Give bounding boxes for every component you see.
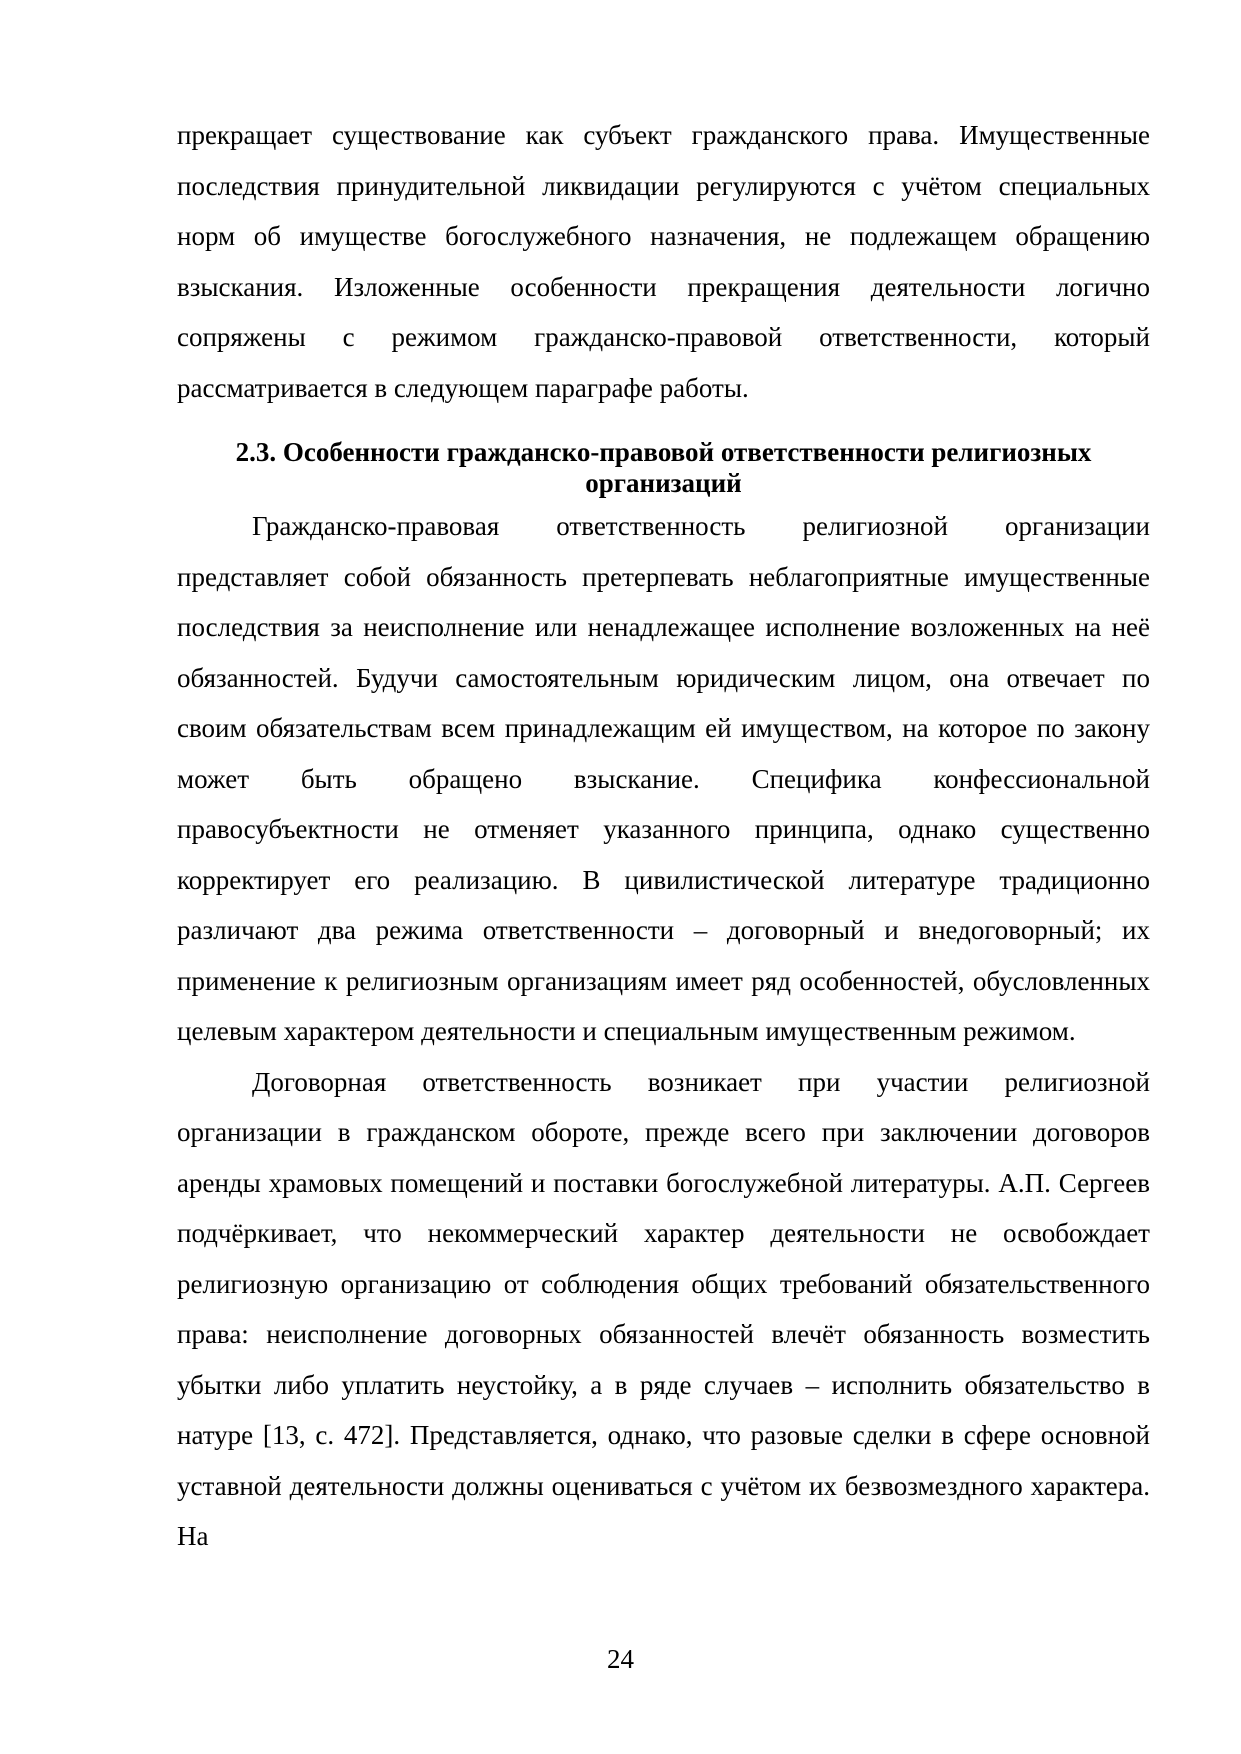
- page-number: 24: [607, 1644, 634, 1674]
- paragraph-contractual-responsibility: Договорная ответственность возникает при участии религиозной организации в гражданском обороте, прежде всего при заключении договоров аренды храмовых помещений и поставки богослужебной литературы. А.П. Сергеев подчёркивает, что некоммерческий характер деятельности не освобождает религиозную организацию от соблюдения общих требований обязательственного права: неисполнение договорных обязанностей влечёт обязанность возместить убытки либо уплатить неустойку, а в ряде случаев – исполнить обязательство в натуре [13, с. 472]. Представляется, однако, что разовые сделки в сфере основной уставной деятельности должны оцениваться с учётом их безвозмездного характера. На: [177, 1066, 1150, 1551]
- section-heading: 2.3. Особенности гражданско-правовой ответственности религиозных организаций: [235, 437, 1092, 498]
- document-page: [177, 110, 1150, 1562]
- paragraph-responsibility-definition: Гражданско-правовая ответственность религиозной организации представляет собой обязанность претерпевать неблагоприятные имущественные последствия за неисполнение или ненадлежащее исполнение возложенных на неё обязанностей. Будучи самостоятельным юридическим лицом, она отвечает по своим обязательствам всем принадлежащим ей имуществом, на которое по закону может быть обращено взыскание. Специфика конфессиональной правосубъектности не отменяет указанного принципа, однако существенно корректирует его реализацию. В цивилистической литературе традиционно различают два режима ответственности – договорный и внедоговорный; их применение к религиозным организациям имеет ряд особенностей, обусловленных целевым характером деятельности и специальным имущественным режимом.: [177, 511, 1150, 1046]
- paragraph-continuation: прекращает существование как субъект гражданского права. Имущественные последствия принудительной ликвидации регулируются с учётом специальных норм об имуществе богослужебного назначения, не подлежащем обращению взыскания. Изложенные особенности прекращения деятельности логично сопряжены с режимом гражданско-правовой ответственности, который рассматривается в следующем параграфе работы.: [177, 120, 1150, 403]
